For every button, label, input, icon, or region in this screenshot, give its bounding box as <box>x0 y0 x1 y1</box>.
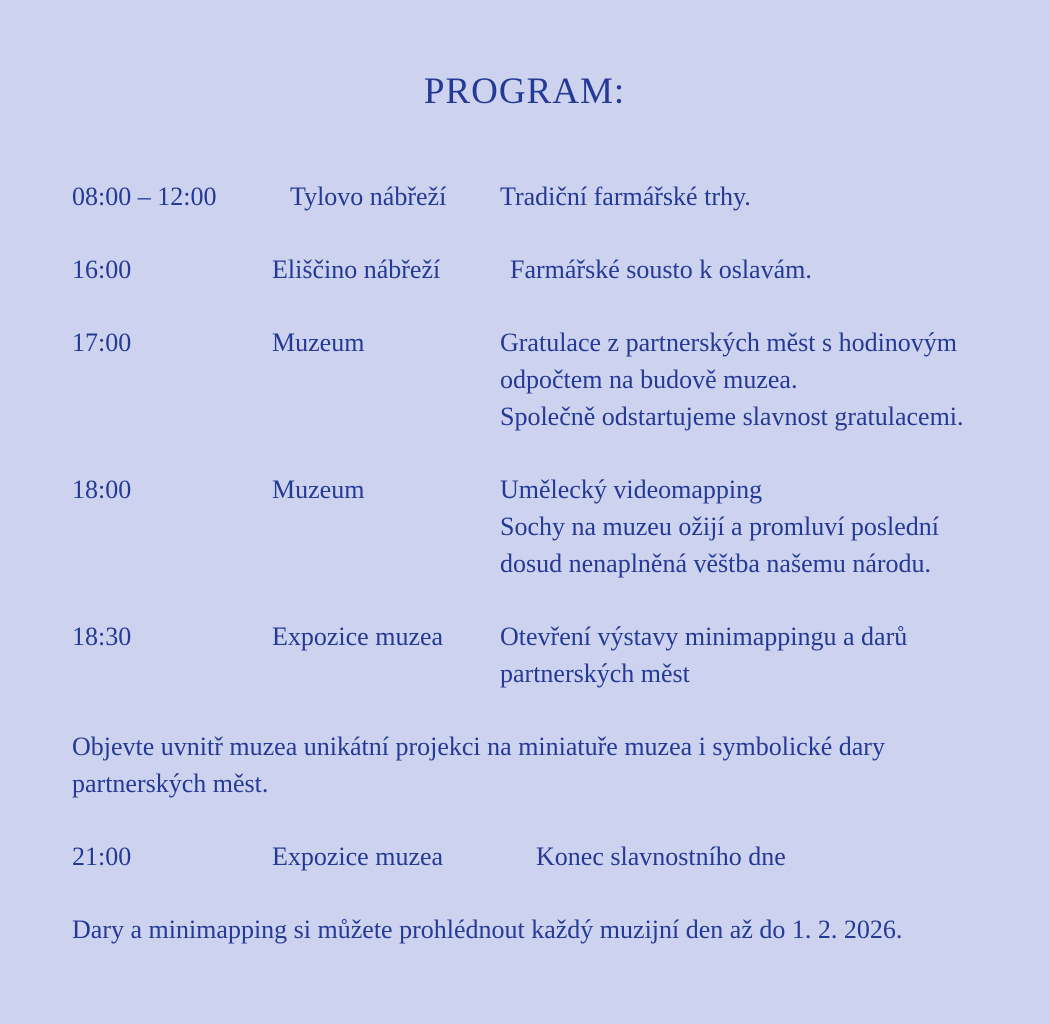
description-line: dosud nenaplněná věštba našemu národu. <box>500 549 932 578</box>
event-time: 21:00 <box>72 842 132 871</box>
note-middle <box>72 728 989 802</box>
program-row-1700 <box>72 324 989 435</box>
event-description <box>500 618 989 692</box>
description-line: Konec slavnostního dne <box>536 842 786 871</box>
event-location: Muzeum <box>272 475 365 504</box>
page-title: PROGRAM: <box>423 71 626 112</box>
event-description <box>500 838 989 875</box>
event-description <box>500 251 989 288</box>
event-location: Eliščino nábřeží <box>272 255 441 284</box>
event-location: Expozice muzea <box>272 842 444 871</box>
program-row-1830 <box>72 618 989 692</box>
description-line: odpočtem na budově muzea. <box>500 365 798 394</box>
description-line: Společně odstartujeme slavnost gratulacemi. <box>500 402 964 431</box>
event-location: Tylovo nábřeží <box>290 182 447 211</box>
event-location: Expozice muzea <box>272 622 444 651</box>
program-row-2100 <box>72 838 989 875</box>
note-line: partnerských měst. <box>72 769 269 798</box>
program-row-1800 <box>72 471 989 582</box>
note-line: Dary a minimapping si můžete prohlédnout každý muzijní den až do 1. 2. 2026. <box>72 915 903 944</box>
description-line: Umělecký videomapping <box>500 475 763 504</box>
event-location: Muzeum <box>272 328 365 357</box>
event-time: 08:00 – 12:00 <box>72 182 217 211</box>
program-row-1600 <box>72 251 989 288</box>
event-description <box>500 178 989 215</box>
program-row-0800 <box>72 178 989 215</box>
note-footer <box>72 911 989 948</box>
event-time: 17:00 <box>72 328 132 357</box>
event-time: 18:00 <box>72 475 132 504</box>
note-line: Objevte uvnitř muzea unikátní projekci na miniatuře muzea i symbolické dary <box>72 732 885 761</box>
event-time: 16:00 <box>72 255 132 284</box>
description-line: Tradiční farmářské trhy. <box>500 182 751 211</box>
event-description <box>500 324 989 435</box>
event-description <box>500 471 989 582</box>
description-line: Farmářské sousto k oslavám. <box>510 255 812 284</box>
description-line: Gratulace z partnerských měst s hodinovým <box>500 328 958 357</box>
description-line: partnerských měst <box>500 659 690 688</box>
event-time: 18:30 <box>72 622 132 651</box>
description-line: Otevření výstavy minimappingu a darů <box>500 622 908 651</box>
description-line: Sochy na muzeu ožijí a promluví poslední <box>500 512 940 541</box>
